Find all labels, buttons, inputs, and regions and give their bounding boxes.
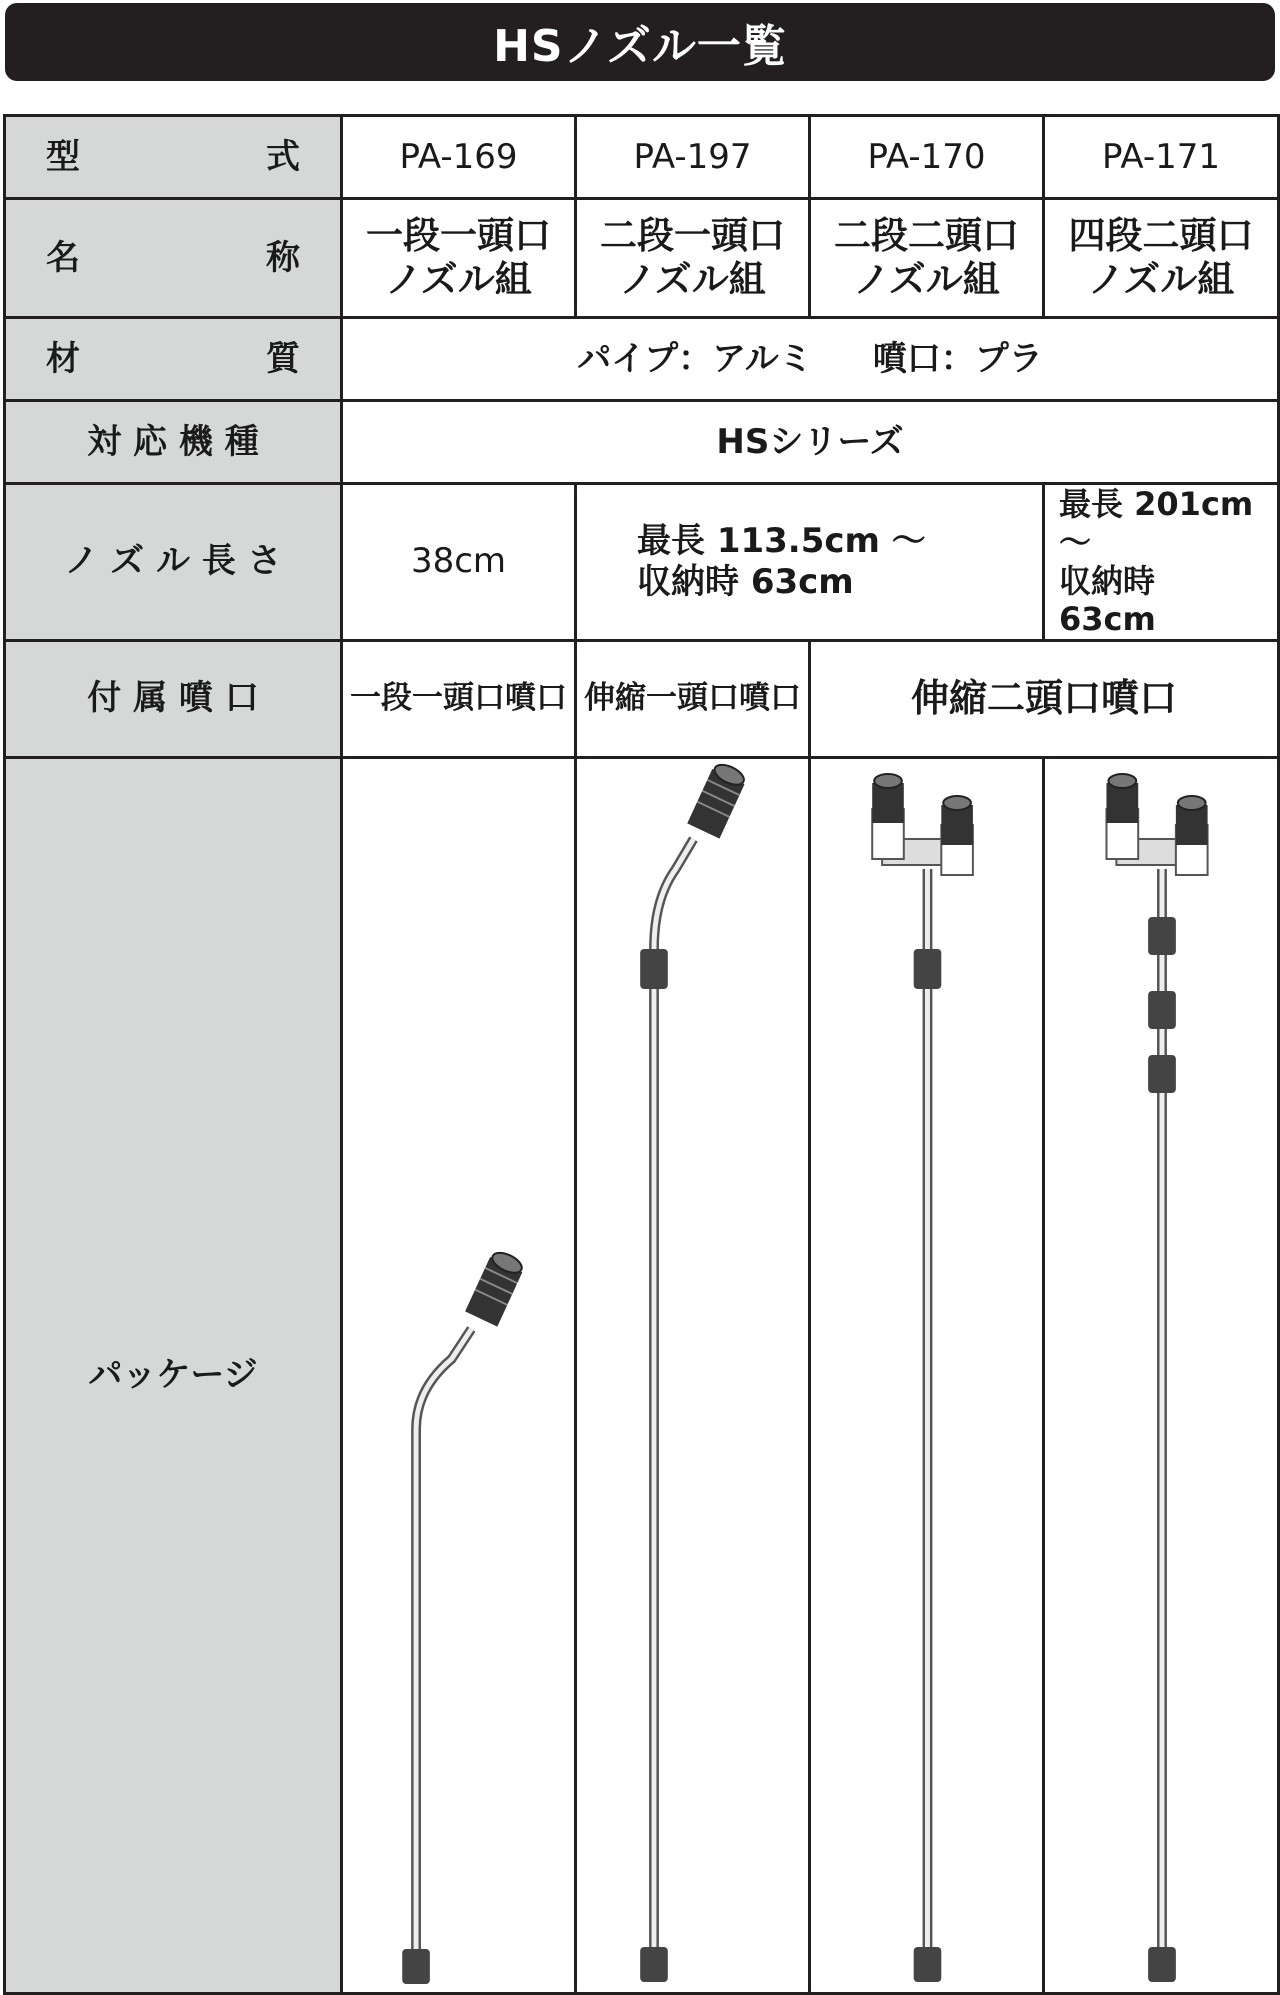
title-bar	[5, 3, 1275, 81]
name-cell: 一段一頭口 ノズル組	[342, 199, 576, 318]
row-nozzle	[5, 640, 1279, 757]
nozzle-four-stage-two-head-icon	[1045, 759, 1277, 1992]
header-material: 材 質	[5, 318, 342, 401]
nozzle-cell: 一段一頭口噴口	[342, 640, 576, 757]
name-cell: 二段一頭口 ノズル組	[576, 199, 810, 318]
name-cell: 二段二頭口 ノズル組	[810, 199, 1044, 318]
nozzle-cell: 伸縮一頭口噴口	[576, 640, 810, 757]
row-model	[5, 116, 1279, 199]
package-image-3	[810, 757, 1044, 1993]
length-cell: 最長 201cm ～ 収納時 63cm	[1044, 484, 1279, 641]
header-compatible: 対 応 機 種	[5, 401, 342, 484]
header-length: ノ ズ ル 長 さ	[5, 484, 342, 641]
nozzle-two-stage-icon	[577, 759, 808, 1992]
nozzle-two-head-icon	[811, 759, 1042, 1992]
model-cell: PA-169	[342, 116, 576, 199]
nozzle-spec-table	[3, 114, 1280, 1995]
material-cell	[342, 318, 1279, 401]
compatible-cell: HSシリーズ	[342, 401, 1279, 484]
nozzle-cell: 伸縮二頭口噴口	[810, 640, 1279, 757]
header-model: 型 式	[5, 116, 342, 199]
material-pipe: パイプ：アルミ	[577, 338, 813, 379]
row-length	[5, 484, 1279, 641]
row-material	[5, 318, 1279, 401]
row-compatible	[5, 401, 1279, 484]
length-cell: 38cm	[342, 484, 576, 641]
material-nozzle: 噴口：プラ	[872, 338, 1043, 379]
row-name	[5, 199, 1279, 318]
name-cell: 四段二頭口 ノズル組	[1044, 199, 1279, 318]
model-cell: PA-197	[576, 116, 810, 199]
model-cell: PA-171	[1044, 116, 1279, 199]
package-image-2	[576, 757, 810, 1993]
package-image-4	[1044, 757, 1279, 1993]
header-nozzle: 付 属 噴 口	[5, 640, 342, 757]
nozzle-one-stage-icon	[343, 759, 574, 1992]
model-cell: PA-170	[810, 116, 1044, 199]
row-package	[5, 757, 1279, 1993]
package-image-1	[342, 757, 576, 1993]
header-name: 名 称	[5, 199, 342, 318]
length-cell: 最長 113.5cm ～ 収納時 63cm	[576, 484, 1044, 641]
header-package: パッケージ	[5, 757, 342, 1993]
page-title: HSノズル一覧	[493, 21, 787, 72]
